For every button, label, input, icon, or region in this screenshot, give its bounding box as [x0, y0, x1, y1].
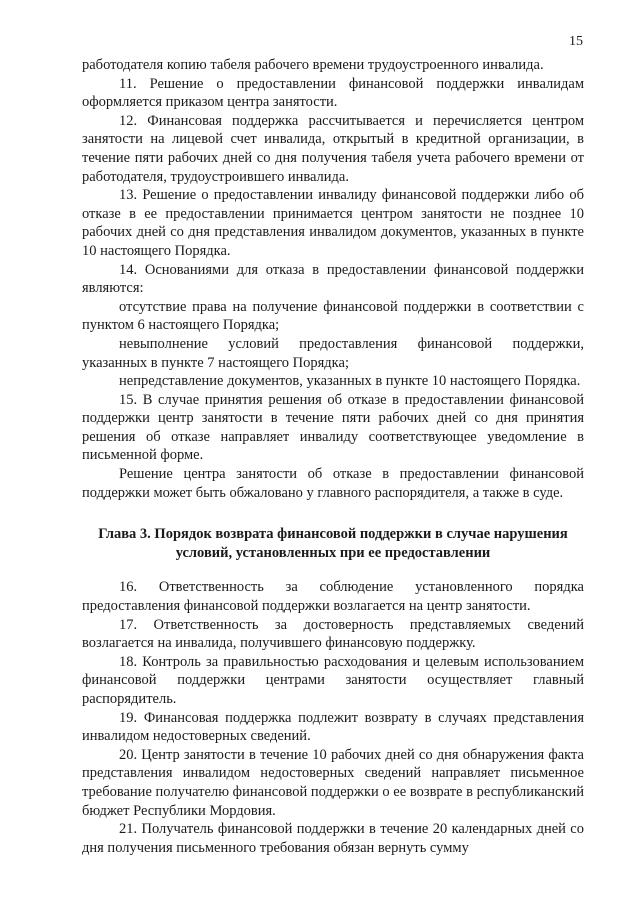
paragraph-20: 20. Центр занятости в течение 10 рабочих дней со дня обнаружения факта представления инвалидом недостоверных сведений направляет письменное требование получателю финансовой поддержки о ее возврате в республиканский бюджет Республики Мордовия.	[82, 746, 584, 819]
paragraph-continuation: работодателя копию табеля рабочего времени трудоустроенного инвалида.	[82, 57, 544, 73]
paragraph-14-item-2: невыполнение условий предоставления финансовой поддержки, указанных в пункте 7 настоящего Порядка;	[82, 335, 584, 371]
paragraph-15-appeal: Решение центра занятости об отказе в предоставлении финансовой поддержки может быть обжаловано у главного распорядителя, а также в суде.	[82, 466, 584, 501]
paragraph-14: 14. Основаниями для отказа в предоставлении финансовой поддержки являются:	[82, 261, 584, 297]
paragraph-16: 16. Ответственность за соблюдение установленного порядка предоставления финансовой поддержки возлагается на центр занятости.	[82, 579, 584, 615]
paragraph-13: 13. Решение о предоставлении инвалиду финансовой поддержки либо об отказе в ее предоставлении принимается центром занятости не позднее 10 рабочих дней со дня представления инвалидом документов, указанных в пункте 10 настоящего Порядка.	[82, 187, 584, 259]
paragraph-12: 12. Финансовая поддержка рассчитывается и перечисляется центром занятости на лицевой счет инвалида, открытый в кредитной организации, в течение пяти рабочих дней со дня получения табеля учета рабочего времени от работодателя, трудоустроившего инвалида.	[82, 112, 584, 185]
document-body	[82, 56, 584, 857]
paragraph-19: 19. Финансовая поддержка подлежит возврату в случаях представления инвалидом недостоверных сведений.	[82, 709, 584, 745]
paragraph-21: 21. Получатель финансовой поддержки в течение 20 календарных дней со дня получения письменного требования обязан вернуть сумму	[82, 821, 584, 856]
paragraph-17: 17. Ответственность за достоверность представляемых сведений возлагается на инвалида, получившего финансовую поддержку.	[82, 616, 584, 652]
paragraph-18: 18. Контроль за правильностью расходования и целевым использованием финансовой поддержки центрами занятости осуществляет главный распорядитель.	[82, 653, 584, 707]
paragraph-11: 11. Решение о предоставлении финансовой поддержки инвалидам оформляется приказом центра занятости.	[82, 75, 584, 111]
paragraph-14-item-1: отсутствие права на получение финансовой поддержки в соответствии с пунктом 6 настоящего Порядка;	[82, 298, 584, 334]
paragraph-14-item-3: непредставление документов, указанных в пункте 10 настоящего Порядка.	[119, 373, 581, 390]
paragraph-15: 15. В случае принятия решения об отказе в предоставлении финансовой поддержки центр занятости в течение пяти рабочих дней со дня принятия решения об отказе направляет инвалиду соответствующее уведомление в письменной форме.	[82, 391, 584, 464]
page-number: 15	[569, 34, 583, 49]
chapter-heading: Глава 3. Порядок возврата финансовой поддержки в случае нарушения условий, установленных при ее предоставлении	[98, 526, 568, 561]
